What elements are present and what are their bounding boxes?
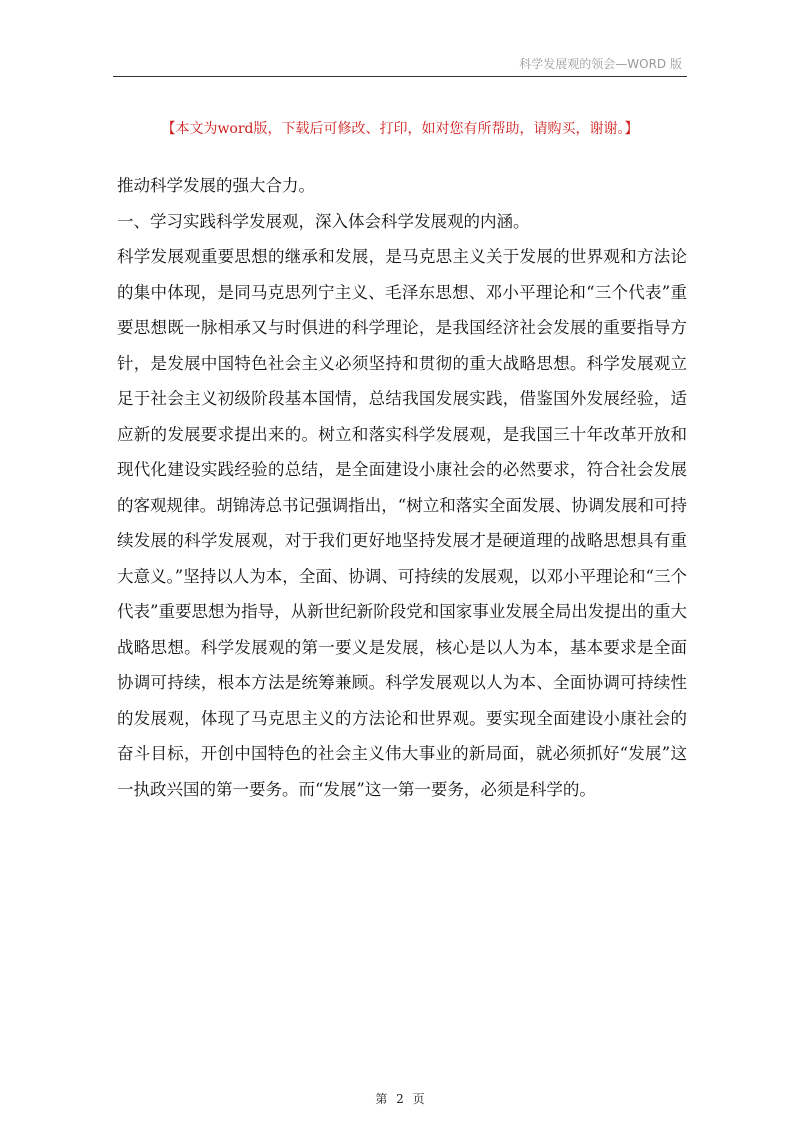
body-paragraph: 科学发展观重要思想的继承和发展，是马克思主义关于发展的世界观和方法论的集中体现，是同马克思列宁主义、毛泽东思想、邓小平理论和“三个代表”重要思想既一脉相承又与时俱进的科学理论，是我国经济社会发展的重要指导方针，是发展中国特色社会主义必须坚持和贯彻的重大战略思想。科学发展观立足于社会主义初级阶段基本国情，总结我国发展实践，借鉴国外发展经验，适应新的发展要求提出来的。树立和落实科学发展观，是我国三十年改革开放和现代化建设实践经验的总结，是全面建设小康社会的必然要求，符合社会发展的客观规律。胡锦涛总书记强调指出，“树立和落实全面发展、协调发展和可持续发展的科学发展观，对于我们更好地坚持发展才是硬道理的战略思想具有重大意义。”坚持以人为本，全面、协调、可持续的发展观，以邓小平理论和“三个代表”重要思想为指导，从新世纪新阶段党和国家事业发展全局出发提出的重大战略思想。科学发展观的第一要义是发展，核心是以人为本，基本要求是全面协调可持续，根本方法是统筹兼顾。科学发展观以人为本、全面协调可持续性的发展观，体现了马克思主义的方法论和世界观。要实现全面建设小康社会的奋斗目标，开创中国特色的社会主义伟大事业的新局面，就必须抓好“发展”这一执政兴国的第一要务。而“发展”这一第一要务，必须是科学的。 <box>117 247 687 799</box>
document-body <box>117 168 687 807</box>
intro-line: 推动科学发展的强大合力。 <box>117 176 315 195</box>
page-header <box>0 0 800 80</box>
page-label-prefix: 第 <box>375 1092 388 1106</box>
section-heading: 一、学习实践科学发展观，深入体会科学发展观的内涵。 <box>117 211 530 231</box>
page-number: 2 <box>396 1092 404 1106</box>
running-title: 科学发展观的领会—WORD 版 <box>519 57 682 71</box>
page-label-suffix: 页 <box>412 1092 425 1106</box>
page-footer <box>0 1090 800 1107</box>
header-divider <box>113 76 687 77</box>
purchase-notice: 【本文为word版，下载后可修改、打印，如对您有所帮助，请购买，谢谢。】 <box>161 121 639 137</box>
